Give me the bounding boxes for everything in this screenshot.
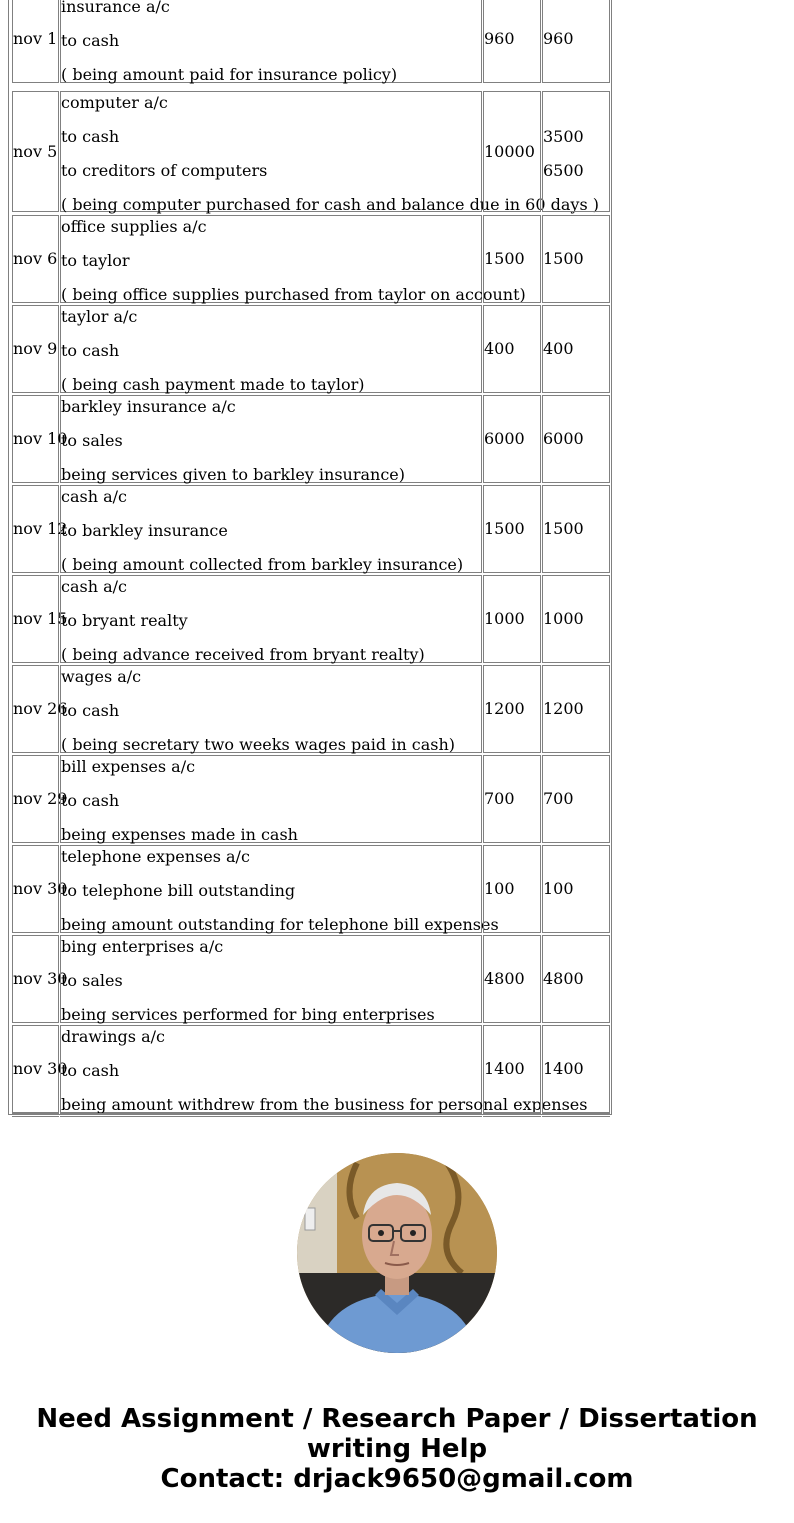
credit-account: to telephone bill outstanding	[61, 881, 296, 900]
entry-date: nov 10	[13, 429, 68, 448]
credit-amount: 4800	[543, 969, 584, 988]
debit-amount: 400	[484, 339, 515, 358]
debit-amount-cell	[483, 1025, 541, 1113]
entry-narration: ( being secretary two weeks wages paid in cash)	[61, 735, 455, 754]
credit-amount-cell	[542, 305, 610, 393]
entry-date-cell	[12, 935, 68, 1023]
entry-narration: being services performed for bing enterprises	[61, 1005, 435, 1024]
debit-amount-cell	[483, 0, 541, 83]
entry-narration: ( being office supplies purchased from taylor on account)	[61, 285, 526, 304]
entry-narration: ( being amount paid for insurance policy)	[61, 65, 398, 84]
debit-amount: 100	[484, 879, 515, 898]
entry-particulars-cell	[60, 845, 499, 934]
entry-date-cell	[12, 305, 59, 393]
entry-date: nov 5	[13, 142, 58, 161]
entry-particulars-cell	[60, 0, 482, 83]
credit-amount: 1500	[543, 519, 584, 538]
credit-account: to barkley insurance	[61, 521, 228, 540]
entry-date: nov 30	[13, 969, 68, 988]
footer-promo-line-1: Need Assignment / Research Paper / Dissertation	[36, 1404, 758, 1434]
debit-amount: 1500	[484, 519, 525, 538]
entry-date-cell	[12, 395, 68, 483]
entry-date-cell	[12, 0, 59, 83]
credit-account: to cash	[61, 701, 120, 720]
entry-date: nov 29	[13, 789, 68, 808]
debit-account: drawings a/c	[61, 1027, 165, 1046]
debit-amount-cell	[483, 665, 541, 753]
table-bottom-rule	[12, 1113, 610, 1116]
debit-account: bing enterprises a/c	[61, 937, 224, 956]
credit-amount-cell	[542, 485, 610, 573]
debit-account: bill expenses a/c	[61, 757, 196, 776]
entry-particulars-cell	[60, 395, 482, 483]
entry-narration: being services given to barkley insurance)	[61, 465, 406, 484]
entry-particulars-cell	[60, 755, 482, 843]
debit-amount-cell	[483, 845, 541, 933]
debit-amount: 1200	[484, 699, 525, 718]
debit-account: taylor a/c	[61, 307, 138, 326]
debit-account: insurance a/c	[61, 0, 170, 16]
entry-date-cell	[12, 215, 59, 303]
entry-particulars-cell	[60, 305, 482, 393]
credit-account: to cash	[61, 341, 120, 360]
entry-narration: being expenses made in cash	[61, 825, 298, 844]
entry-narration: ( being cash payment made to taylor)	[61, 375, 365, 394]
credit-amount-cell	[542, 935, 610, 1023]
entry-narration: being amount outstanding for telephone bill expenses	[61, 915, 499, 934]
debit-account: computer a/c	[61, 93, 168, 112]
credit-account: to taylor	[61, 251, 130, 270]
debit-amount-cell	[483, 485, 541, 573]
debit-account: barkley insurance a/c	[61, 397, 236, 416]
debit-account: office supplies a/c	[61, 217, 207, 236]
credit-amount: 6000	[543, 429, 584, 448]
footer-promo-line-2: writing Help	[306, 1434, 488, 1464]
credit-account: to cash	[61, 1061, 120, 1080]
debit-account: telephone expenses a/c	[61, 847, 250, 866]
debit-account: cash a/c	[61, 577, 127, 596]
entry-narration: being amount withdrew from the business for personal expenses	[61, 1095, 588, 1114]
credit-account: to sales	[61, 971, 123, 990]
entry-particulars-cell	[60, 575, 482, 663]
credit-amount-cell	[542, 575, 610, 663]
debit-amount-cell	[483, 755, 541, 843]
author-photo	[297, 1153, 497, 1353]
credit-amount-cell	[542, 665, 610, 753]
entry-date: nov 15	[13, 609, 68, 628]
debit-amount-cell	[483, 305, 541, 393]
footer-contact-email: Contact: drjack9650@gmail.com	[160, 1464, 634, 1494]
debit-amount: 1400	[484, 1059, 525, 1078]
credit-amount-cell	[542, 91, 610, 212]
debit-amount: 700	[484, 789, 515, 808]
debit-amount: 1500	[484, 249, 525, 268]
debit-account: cash a/c	[61, 487, 127, 506]
entry-date: nov 12	[13, 519, 68, 538]
credit-amount-cell	[542, 215, 610, 303]
entry-date-cell	[12, 755, 68, 843]
entry-particulars-cell	[60, 665, 482, 753]
credit-account: to cash	[61, 31, 120, 50]
debit-amount-cell	[483, 575, 541, 663]
debit-amount-cell	[483, 91, 541, 212]
credit-amount: 1400	[543, 1059, 584, 1078]
credit-amount-cell	[542, 755, 610, 843]
debit-amount-cell	[483, 395, 541, 483]
debit-amount: 1000	[484, 609, 525, 628]
journal-entries-table	[8, 0, 612, 1115]
credit-amount: 1500	[543, 249, 584, 268]
debit-amount-cell	[483, 215, 541, 303]
debit-amount: 960	[484, 29, 515, 48]
credit-account: to bryant realty	[61, 611, 188, 630]
debit-account: wages a/c	[61, 667, 142, 686]
entry-particulars-cell	[60, 485, 482, 573]
credit-account: to sales	[61, 431, 123, 450]
entry-narration: ( being amount collected from barkley insurance)	[61, 555, 464, 574]
entry-date: nov 26	[13, 699, 68, 718]
credit-amount: 1200	[543, 699, 584, 718]
entry-date: nov 30	[13, 879, 68, 898]
debit-amount-cell	[483, 935, 541, 1023]
credit-amount-cell	[542, 0, 610, 83]
entry-narration: ( being computer purchased for cash and balance due in 60 days )	[61, 195, 599, 214]
credit-amount: 400	[543, 339, 574, 358]
entry-date-cell	[12, 1025, 68, 1113]
credit-account: to cash	[61, 791, 120, 810]
entry-particulars-cell	[60, 935, 482, 1023]
entry-date-cell	[12, 575, 68, 663]
credit-amount: 1000	[543, 609, 584, 628]
credit-amount: 700	[543, 789, 574, 808]
entry-narration: ( being advance received from bryant realty)	[61, 645, 425, 664]
entry-date-cell	[12, 665, 68, 753]
credit-amount-cell	[542, 395, 610, 483]
credit-amount: 100	[543, 879, 574, 898]
credit-account: to cash	[61, 127, 120, 146]
portrait-image	[297, 1153, 497, 1353]
credit-amount-cell	[542, 845, 610, 933]
debit-amount: 4800	[484, 969, 525, 988]
entry-date-cell	[12, 845, 68, 933]
credit-amount: 3500	[543, 127, 584, 146]
entry-date: nov 1	[13, 29, 58, 48]
credit-amount-cell	[542, 1025, 610, 1113]
debit-amount: 10000	[484, 142, 535, 161]
credit-amount: 960	[543, 29, 574, 48]
credit-amount: 6500	[543, 161, 584, 180]
entry-date: nov 6	[13, 249, 58, 268]
entry-date: nov 30	[13, 1059, 68, 1078]
credit-account: to creditors of computers	[61, 161, 268, 180]
entry-date-cell	[12, 485, 68, 573]
entry-date-cell	[12, 91, 59, 212]
entry-date: nov 9	[13, 339, 58, 358]
debit-amount: 6000	[484, 429, 525, 448]
